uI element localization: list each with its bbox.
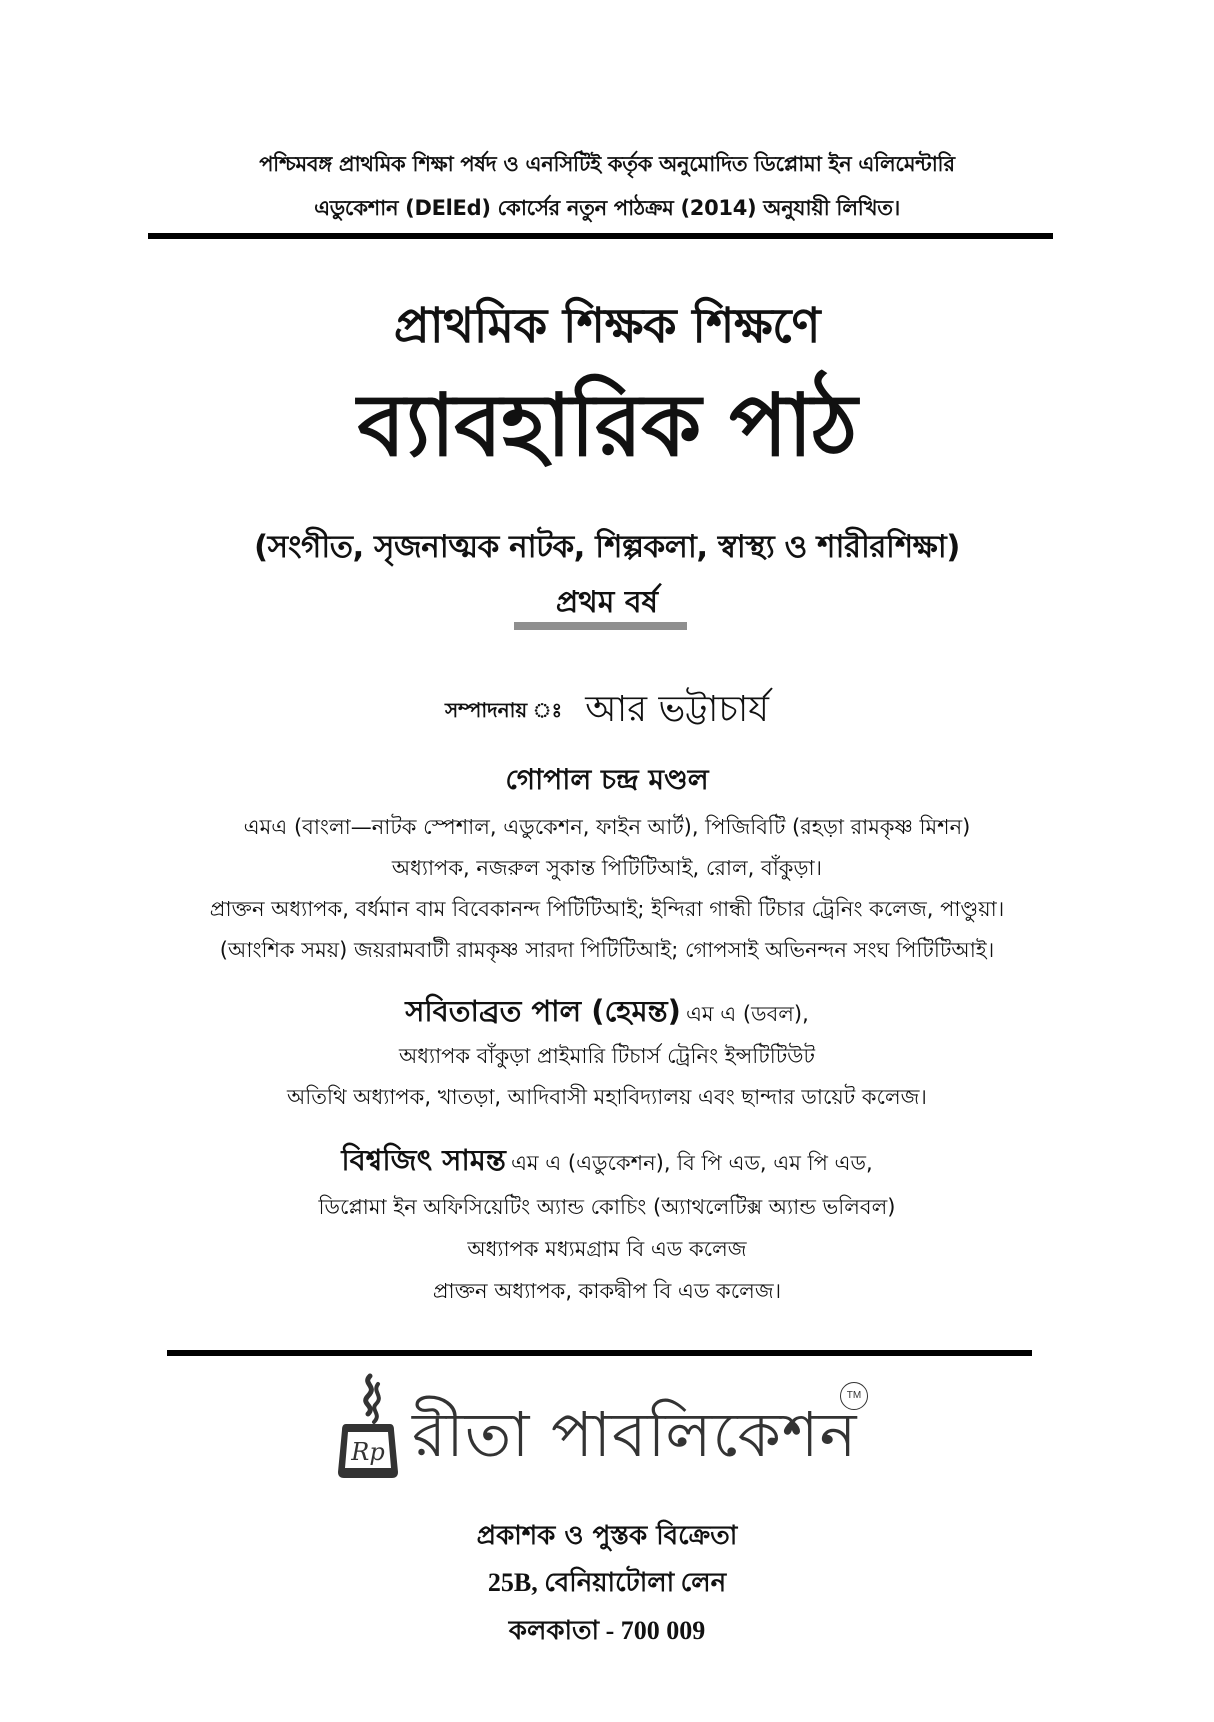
author-1-detail: (আংশিক সময়) জয়রামবাটী রামকৃষ্ণ সারদা পিটিটিআই; গোপসাই অভিনন্দন সংঘ পিটিটিআই।: [219, 938, 995, 962]
bottom-rule-divider: [167, 1350, 1032, 1356]
author-1-detail: এমএ (বাংলা—নাটক স্পেশাল, এডুকেশন, ফাইন আর্ট), পিজিবিটি (রহড়া রামকৃষ্ণ মিশন): [243, 815, 971, 839]
author-2-name: সবিতাব্রত পাল (হেমন্ত): [405, 994, 681, 1028]
author-3-qualification: এম এ (এডুকেশন), বি পি এড, এম পি এড,: [510, 1151, 873, 1175]
author-3-detail: অধ্যাপক মধ্যমগ্রাম বি এড কলেজ: [467, 1237, 747, 1261]
publisher-address-line-2: কলকাতা - 700 009: [508, 1616, 706, 1645]
author-1-detail: অধ্যাপক, নজরুল সুকান্ত পিটিটিআই, রোল, বাঁকুড়া।: [391, 856, 823, 880]
author-2-detail: অধ্যাপক বাঁকুড়া প্রাইমারি টিচার্স ট্রেনিং ইন্সটিটিউট: [399, 1044, 815, 1068]
author-1-detail: প্রাক্তন অধ্যাপক, বর্ধমান বাম বিবেকানন্দ পিটিটিআই; ইন্দিরা গান্ধী টিচার ট্রেনিং কলেজ, পাণ্ডুয়া।: [209, 897, 1005, 921]
accreditation-line-2: এডুকেশান (DElEd) কোর্সের নতুন পাঠক্রম (2014) অনুযায়ী লিখিত।: [314, 196, 900, 220]
book-title: ব্যাবহারিক পাঠ: [357, 376, 857, 476]
top-rule-divider: [148, 233, 1053, 239]
author-3-detail: প্রাক্তন অধ্যাপক, কাকদ্বীপ বি এড কলেজ।: [432, 1279, 782, 1303]
subjects-list: (সংগীত, সৃজনাত্মক নাটক, শিল্পকলা, স্বাস্থ্য ও শারীরশিক্ষা): [254, 529, 960, 565]
author-2-qualification: এম এ (ডবল),: [685, 1002, 809, 1026]
publisher-address-line-1: 25B, বেনিয়াটোলা লেন: [487, 1568, 727, 1597]
book-subtitle: প্রাথমিক শিক্ষক শিক্ষণে: [393, 298, 821, 354]
year-underline-bar: [514, 622, 687, 630]
author-1-name: গোপাল চন্দ্র মণ্ডল: [505, 763, 709, 796]
author-2-row: [0, 989, 1214, 1038]
author-2-detail: অতিথি অধ্যাপক, খাতড়া, আদিবাসী মহাবিদ্যালয় এবং ছান্দার ডায়েট কলেজ।: [287, 1085, 927, 1109]
editor-label: সম্পাদনায় ঃ: [444, 697, 563, 722]
accreditation-line-1: পশ্চিমবঙ্গ প্রাথমিক শিক্ষা পর্ষদ ও এনসিটিই কর্তৃক অনুমোদিত ডিপ্লোমা ইন এলিমেন্টারি: [259, 152, 955, 176]
editor-row: [0, 682, 1214, 742]
rp-lamp-logo-icon: [332, 1372, 404, 1482]
publisher-logo: [332, 1372, 872, 1482]
author-3-name: বিশ্বজিৎ সামন্ত: [341, 1143, 506, 1177]
year-label: প্রথম বর্ষ: [555, 585, 659, 620]
editor-name: আর ভট্টাচার্য: [585, 689, 770, 730]
trademark-badge: TM: [840, 1382, 868, 1410]
author-3-row: [0, 1138, 1214, 1187]
author-3-detail: ডিপ্লোমা ইন অফিসিয়েটিং অ্যান্ড কোচিং (অ্যাথলেটিক্স অ্যান্ড ভলিবল): [318, 1195, 896, 1219]
publisher-logo-wordmark: রীতা পাবলিকেশন: [412, 1398, 858, 1471]
svg-text:Rp: Rp: [351, 1438, 385, 1466]
publisher-role: প্রকাশক ও পুস্তক বিক্রেতা: [476, 1521, 738, 1551]
